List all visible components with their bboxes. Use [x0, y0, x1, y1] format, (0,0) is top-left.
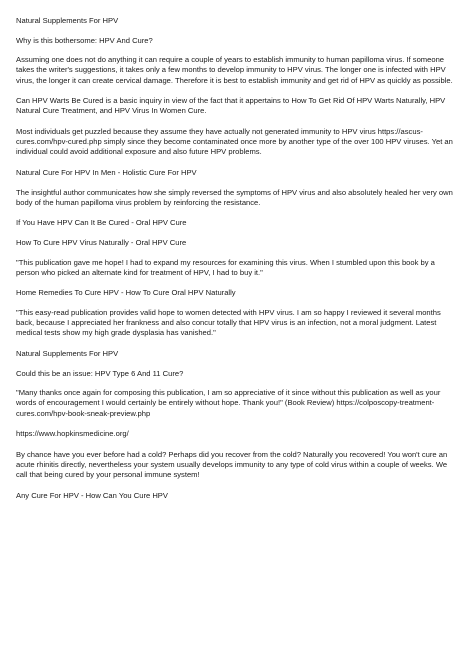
heading-home-remedies: Home Remedies To Cure HPV - How To Cure Oral HPV Naturally	[16, 288, 236, 298]
title-natural-supplements: Natural Supplements For HPV	[16, 16, 119, 25]
paragraph-testimonial-easy-read: "This easy-read publication provides valid hope to women detected with HPV virus. I am so happy I reviewed it several months back, because I appreciated her frankness and also concur totally that HPV virus is an infection, not a moral judgment. Latest medical tests show my high grade dysplasia has vanished."	[16, 307, 441, 338]
heading-why-bothersome: Why is this bothersome: HPV And Cure?	[16, 35, 153, 45]
paragraph-puzzled: Most individuals get puzzled because they assume they have actually not generated immunity to HPV virus https://ascus-cures.com/hpv-cured.php simply since they become contaminated once more by another type of the over 100 HPV viruses. Yet an individual could avoid additional exposure and also future HPV problems.	[16, 126, 453, 157]
paragraph-immunity: Assuming one does not do anything it can require a couple of years to establish immunity to human papilloma virus. If someone takes the writer's suggestions, it takes only a few months to develop immunity to HPV virus. The longer one is infected with HPV virus, the longer it can create cervical damage. Therefore it is best to establish immunity and get rid of HPV as quickly as possible.	[16, 55, 453, 85]
paragraph-testimonial-hope: "This publication gave me hope! I had to expand my resources for examining this virus. When I stumbled upon this book by a person who picked an alternate kind for treatment of HPV, I had to buy it."	[16, 257, 435, 277]
heading-natural-supplements-repeat: Natural Supplements For HPV	[16, 348, 119, 358]
heading-any-cure: Any Cure For HPV - How Can You Cure HPV	[16, 490, 168, 500]
heading-cure-naturally: How To Cure HPV Virus Naturally - Oral HPV Cure	[16, 237, 187, 247]
document-page	[16, 16, 456, 510]
paragraph-testimonial-thanks: "Many thanks once again for composing this publication, I am so appreciative of it since without this publication as well as your words of encouragement I would certainly be entirely without hope. Thank you!" (Book Review) https://colposcopy-treatment-cures.com/hpv-book-sneak-preview.php	[16, 388, 441, 418]
paragraph-insightful-author: The insightful author communicates how she simply reversed the symptoms of HPV virus and also absolutely healed her very own body of the human papilloma virus problem by reinforcing the resistance.	[16, 187, 453, 207]
heading-can-it-be-cured: If You Have HPV Can It Be Cured - Oral HPV Cure	[16, 218, 187, 228]
paragraph-hopkins-url: https://www.hopkinsmedicine.org/	[16, 429, 129, 439]
heading-type-6-11: Could this be an issue: HPV Type 6 And 11 Cure?	[16, 368, 184, 378]
paragraph-cold: By chance have you ever before had a cold? Perhaps did you recover from the cold? Naturally you recovered! You won't cure an acute rhinitis directly, nevertheless your system usually develops immunity to any type of cold virus within a couple of weeks. We call that being cured by your personal immune system!	[16, 449, 448, 480]
paragraph-warts-cured: Can HPV Warts Be Cured is a basic inquiry in view of the fact that it appertains to How To Get Rid Of HPV Warts Naturally, HPV Natural Cure Treatment, and HPV Virus In Women Cure.	[16, 96, 446, 116]
heading-natural-cure-men: Natural Cure For HPV In Men - Holistic Cure For HPV	[16, 167, 197, 177]
